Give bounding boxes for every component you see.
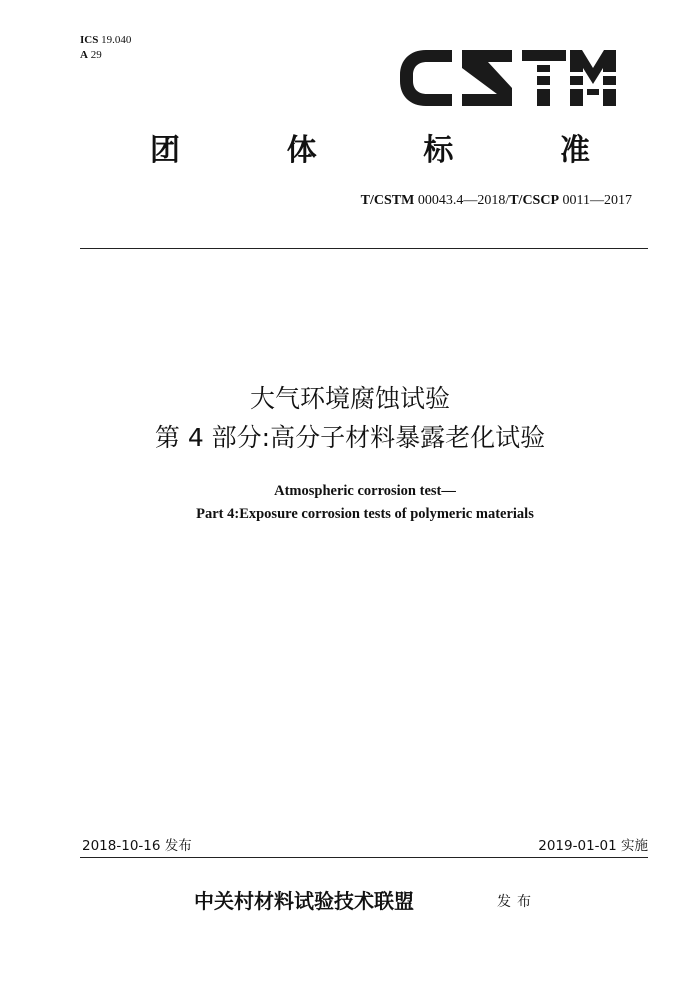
standard-type-char: 标	[423, 133, 454, 168]
standard-number-prefix-1: T/CSTM	[360, 193, 415, 208]
standard-number-part-2: 0011—2017	[559, 193, 632, 208]
implementation-date: 2019-01-01 实施	[538, 838, 648, 854]
ccs-label: A	[80, 49, 88, 61]
ics-code: 19.040	[101, 34, 132, 46]
ics-line	[80, 33, 131, 48]
top-divider	[80, 248, 648, 249]
title-cn-line-1: 大气环境腐蚀试验	[249, 384, 450, 413]
title-en-line-1: Atmospheric corrosion test—	[274, 483, 456, 499]
ics-label: ICS	[80, 34, 99, 46]
bottom-divider	[80, 857, 648, 858]
standard-number-part-1: 00043.4—2018/	[414, 193, 510, 208]
ccs-code: 29	[90, 49, 102, 61]
publisher-action: 发布	[497, 894, 537, 910]
standard-number-prefix-2: T/CSCP	[509, 193, 560, 208]
cstm-logo-graphic	[396, 44, 618, 112]
standard-number	[361, 192, 632, 210]
standard-type-heading	[150, 128, 590, 174]
cstm-logo	[396, 44, 618, 112]
issue-date: 2018-10-16 发布	[82, 838, 192, 854]
classification-block	[80, 33, 131, 63]
title-en-line-2: Part 4:Exposure corrosion tests of polymeric materials	[196, 506, 534, 522]
standard-type-char: 体	[286, 133, 317, 168]
title-cn-line-2: 第 4 部分:高分子材料暴露老化试验	[154, 423, 546, 452]
ccs-line	[80, 48, 131, 63]
standard-type-char: 团	[150, 133, 180, 168]
standard-type-char: 准	[559, 133, 590, 168]
publisher-name: 中关村材料试验技术联盟	[194, 889, 414, 913]
